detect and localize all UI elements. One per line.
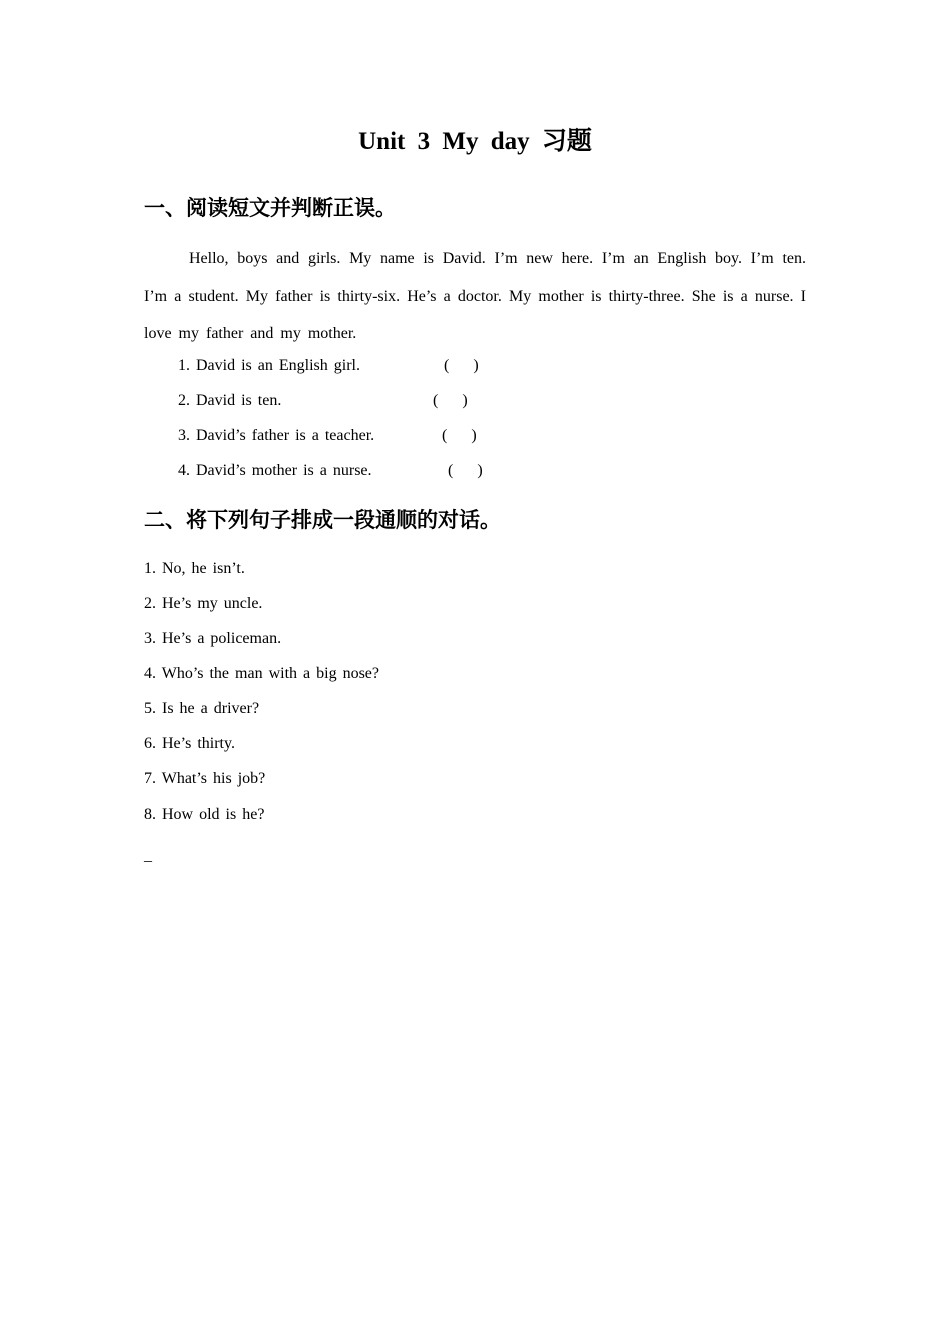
dialogue-sentence: 5. Is he a driver? xyxy=(144,700,260,717)
section-1-heading: 一、阅读短文并判断正误。 xyxy=(144,196,396,220)
dialogue-sentence: 7. What’s his job? xyxy=(144,770,266,787)
true-false-item: 1. David is an English girl. xyxy=(178,357,360,374)
dialogue-sentence: 4. Who’s the man with a big nose? xyxy=(144,665,379,682)
trailing-mark: _ xyxy=(144,847,152,864)
dialogue-sentence: 1. No, he isn’t. xyxy=(144,560,245,577)
dialogue-sentence: 2. He’s my uncle. xyxy=(144,595,263,612)
answer-blank: ( ) xyxy=(444,357,479,374)
dialogue-sentence: 6. He’s thirty. xyxy=(144,735,235,752)
dialogue-sentence: 8. How old is he? xyxy=(144,806,265,823)
reading-passage: Hello, boys and girls. My name is David. I’m new here. I’m an English boy. I’m ten. I’m a student. My father is thirty-six. He’s a doctor. My mother is thirty-three. She is a nurse. I love my father and my mother. xyxy=(144,250,806,342)
true-false-item: 3. David’s father is a teacher. xyxy=(178,427,375,444)
answer-blank: ( ) xyxy=(433,392,468,409)
dialogue-sentence: 3. He’s a policeman. xyxy=(144,630,282,647)
answer-blank: ( ) xyxy=(442,427,477,444)
section-2-heading: 二、将下列句子排成一段通顺的对话。 xyxy=(144,508,501,532)
true-false-item: 4. David’s mother is a nurse. xyxy=(178,462,372,479)
answer-blank: ( ) xyxy=(448,462,483,479)
true-false-item: 2. David is ten. xyxy=(178,392,282,409)
page-title: Unit 3 My day 习题 xyxy=(358,128,592,155)
